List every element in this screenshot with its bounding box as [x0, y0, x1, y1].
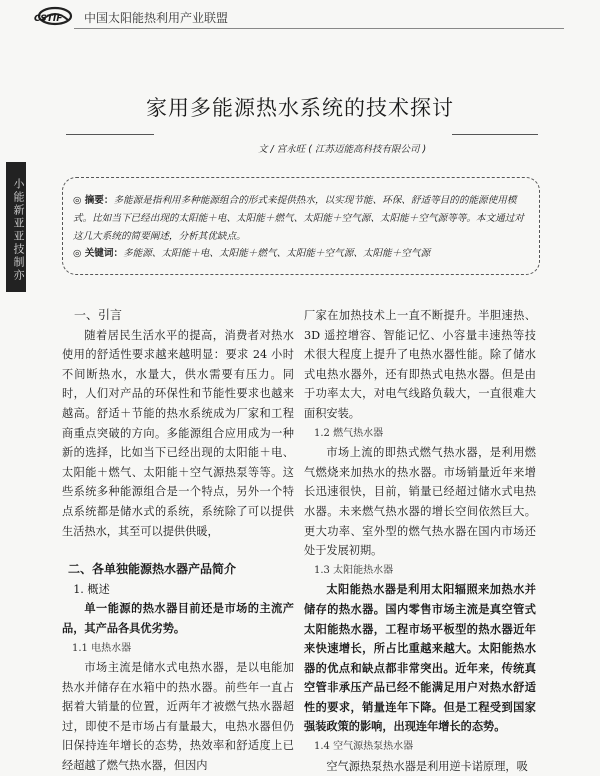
section-2-heading: 二、各单独能源热水器产品简介 [68, 562, 237, 577]
page-header [0, 0, 600, 36]
article-author: 文 / 宫永旺 ( 江苏迈能高科技有限公司 ) [258, 144, 427, 155]
header-divider [74, 28, 564, 29]
section-1-paragraph: 随着居民生活水平的提高，消费者对热水使用的舒适性要求越来越明显：要求 24 小时不间断热水，水量大，供水需要有压力。同时，人们对产品的环保性和节能性要求也越来越高。舒适＋节能的热水系统成为厂家和工程商重点突破的方向。多能源组合应用成为一种新的选择，比如当下已经出现的太阳能＋电、太阳能＋燃气、太阳能＋空气源热泵等等。这些系统多种能源组合是一个特点，另外一个特点系统都是储水式的系统，系统除了可以提供生活热水，其至可以提供供暖， [62, 328, 294, 538]
section-2-1-1-heading: 1.1 电热水器 [72, 642, 132, 654]
logo-text: CSTIF [34, 14, 63, 24]
section-1-2-heading: 1.2 燃气热水器 [314, 427, 384, 439]
right-column [304, 306, 536, 776]
association-name: 中国太阳能热利用产业联盟 [84, 11, 229, 25]
section-1-4-heading: 1.4 空气源热泵热水器 [314, 741, 414, 753]
section-2-1-paragraph: 单一能源的热水器目前还是市场的主流产品，其产品各具优劣势。 [62, 601, 294, 635]
section-1-4-paragraph: 空气源热泵热水器是利用逆卡诺原理，吸 [326, 759, 528, 773]
section-1-3-heading: 1.3 太阳能热水器 [314, 564, 394, 576]
section-1-heading: 一、引言 [74, 308, 123, 322]
abstract-box [62, 177, 540, 275]
abstract-label: ◎ 摘要： [73, 195, 114, 206]
abstract [73, 192, 529, 245]
title-rule-left [66, 134, 154, 135]
section-1-2-paragraph: 市场上流的即热式燃气热水器，是利用燃气燃烧来加热水的热水器。市场销量近年来增长迅速很快，目前，销量已经超过储水式电热水器。未来燃气热水器的增长空间依然巨大。更大功率、室外型的燃气热水器在国内市场还处于发展初期。 [304, 446, 536, 558]
title-rule-right [452, 134, 538, 135]
section-2-1-heading: 1. 概述 [73, 582, 110, 596]
article-title: 家用多能源热水系统的技术探讨 [146, 96, 454, 120]
continued-paragraph: 厂家在加热技术上一直不断提升。半胆速热、3D 遥控增容、智能记忆、小容量丰速热等技术很大程度上提升了电热水器性能。除了储水式电热水器外，还有即热式电热水器。但是由于功率太大，对电气线路负载大，一直很难大面积安装。 [304, 309, 536, 420]
section-1-3-paragraph: 太阳能热水器是利用太阳辐照来加热水并储存的热水器。国内零售市场主流是真空管式太阳能热水器，工程市场平板型的热水器近年来快速增长，所占比重越来越大。太阳能热水器的优点和缺点都非常突出。近年来，传统真空管非承压产品已经不能满足用户对热水舒适性的要求，销量连年下降。但是工程受到国家强装政策的影响，出现连年增长的态势。 [304, 582, 536, 734]
left-column [62, 306, 294, 776]
keywords [73, 245, 529, 263]
keywords-label: ◎ 关键词： [73, 248, 124, 260]
abstract-text: 多能源是指利用多种能源组合的形式来提供热水，以实现节能、环保、舒适等目的的能源使用模式。比如当下已经出现的太阳能＋电、太阳能＋燃气、太阳能＋空气源、太阳能＋空气源等等。本文通过对这几大系统的简要阐述，分析其优缺点。 [73, 195, 524, 242]
section-2-1-1-paragraph: 市场主流是储水式电热水器，是以电能加热水并储存在水箱中的热水器。前些年一直占据着大销量的位置，近两年才被燃气热水器超过，即使不是市场占有量最大，电热水器但仍旧保持连年增长的态势，热效率和舒适度上已经超越了燃气热水器，但因内 [62, 661, 294, 773]
section-side-tab: 小能新亚亚技制亦 [6, 162, 26, 292]
keywords-text: 多能源、太阳能＋电、太阳能＋燃气、太阳能＋空气源、太阳能＋空气源 [123, 248, 431, 260]
